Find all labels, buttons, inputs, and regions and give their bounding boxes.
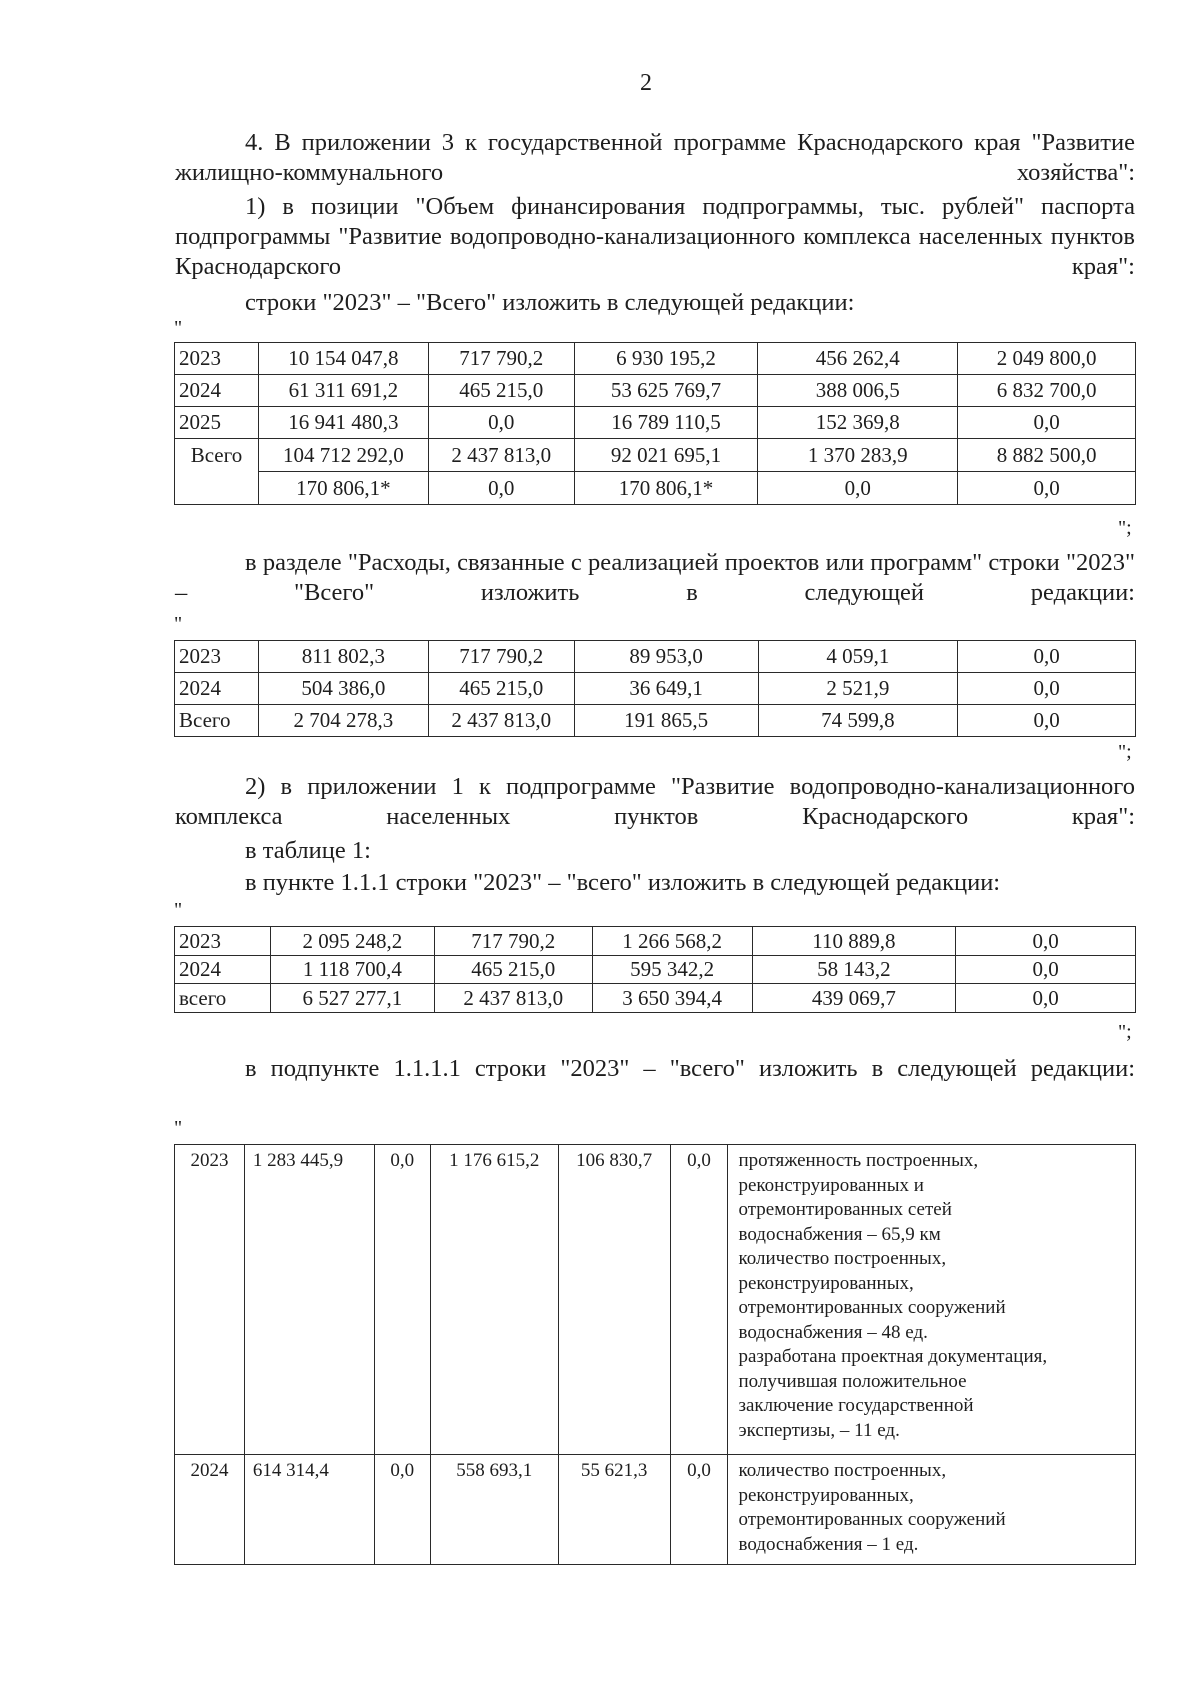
table-row: [175, 407, 1136, 439]
table-cell: 6 527 277,1: [270, 984, 434, 1013]
indicator-line: реконструированных и: [738, 1174, 924, 1196]
table-cell: 465 215,0: [428, 673, 574, 705]
table-cell: 465 215,0: [434, 956, 592, 984]
table-cell: 0,0: [958, 407, 1136, 439]
indicator-line: водоснабжения – 65,9 км: [738, 1223, 941, 1245]
close-quote-3: ";: [1118, 1021, 1132, 1043]
table-cell: 89 953,0: [574, 641, 758, 673]
table-cell: 717 790,2: [428, 641, 574, 673]
table-cell: 504 386,0: [258, 673, 428, 705]
table-row: [175, 343, 1136, 375]
table-cell-indicators: [728, 1145, 1136, 1455]
close-quote-2: ";: [1118, 741, 1132, 763]
table-cell: 2 437 813,0: [428, 439, 574, 472]
indicator-line: отремонтированных сетей: [738, 1199, 952, 1220]
table-cell: 4 059,1: [758, 641, 958, 673]
table-cell: 0,0: [958, 472, 1136, 505]
table-cell: 0,0: [374, 1455, 430, 1565]
open-quote-3: ": [174, 899, 183, 921]
indicator-line: экспертизы, – 11 ед.: [738, 1419, 900, 1441]
table-cell: 58 143,2: [752, 956, 956, 984]
table-cell: 53 625 769,7: [574, 375, 758, 407]
table-cell: 2 095 248,2: [270, 927, 434, 956]
table-row: [175, 673, 1136, 705]
table-cell: 2023: [175, 927, 271, 956]
table-row: [175, 375, 1136, 407]
table-cell: 0,0: [958, 705, 1136, 737]
table-cell: 2 049 800,0: [958, 343, 1136, 375]
table-row: [175, 1455, 1136, 1565]
table-cell: 61 311 691,2: [258, 375, 428, 407]
open-quote-4: ": [174, 1117, 183, 1139]
table-cell: 811 802,3: [258, 641, 428, 673]
paragraph-expenses-section: в разделе "Расходы, связанные с реализацией проектов или программ" строки "2023" – "Всего" изложить в следующей редакции:: [175, 549, 1135, 606]
table-cell: 152 369,8: [758, 407, 958, 439]
table-cell: 0,0: [958, 673, 1136, 705]
table-cell: 170 806,1*: [574, 472, 758, 505]
table-cell: 0,0: [956, 927, 1136, 956]
indicator-line: водоснабжения – 48 ед.: [738, 1321, 928, 1343]
table-cell: 1 283 445,9: [244, 1145, 374, 1455]
table-cell: 8 882 500,0: [958, 439, 1136, 472]
table-row: [175, 956, 1136, 984]
table-row: [175, 1145, 1136, 1455]
table-cell: 0,0: [670, 1455, 728, 1565]
table-cell: 465 215,0: [428, 375, 574, 407]
table-cell: 0,0: [958, 641, 1136, 673]
table-cell: 0,0: [670, 1145, 728, 1455]
indicator-line: водоснабжения – 1 ед.: [738, 1533, 919, 1555]
table-cell: 74 599,8: [758, 705, 958, 737]
indicator-line: количество построенных,: [738, 1460, 947, 1481]
table-cell: 2024: [175, 956, 271, 984]
table-cell: 6 930 195,2: [574, 343, 758, 375]
table-cell: 6 832 700,0: [958, 375, 1136, 407]
table-cell: 0,0: [374, 1145, 430, 1455]
table-cell: 595 342,2: [592, 956, 752, 984]
indicator-line: разработана проектная документация,: [738, 1346, 1048, 1367]
table-cell: 1 266 568,2: [592, 927, 752, 956]
table-cell: 439 069,7: [752, 984, 956, 1013]
paragraph-subitem-2: 2) в приложении 1 к подпрограмме "Развитие водопроводно-канализационного комплекса населенных пунктов Краснодарского края":: [175, 773, 1135, 830]
paragraph-table-1: в таблице 1:: [245, 837, 371, 864]
indicator-line: реконструированных,: [738, 1484, 914, 1506]
table-row: [175, 984, 1136, 1013]
table-cell: 55 621,3: [558, 1455, 670, 1565]
table-cell: 1 370 283,9: [758, 439, 958, 472]
table-cell: 2024: [175, 375, 259, 407]
table-cell: 16 789 110,5: [574, 407, 758, 439]
table-cell: 558 693,1: [430, 1455, 558, 1565]
indicator-line: протяженность построенных,: [738, 1150, 979, 1171]
table-row: [175, 439, 1136, 472]
page-number: 2: [640, 70, 652, 96]
close-quote-1: ";: [1118, 517, 1132, 539]
indicator-line: отремонтированных сооружений: [738, 1297, 1006, 1318]
table-cell: 2 704 278,3: [258, 705, 428, 737]
table-cell: 2025: [175, 407, 259, 439]
table-cell: 92 021 695,1: [574, 439, 758, 472]
table-cell: 2 437 813,0: [428, 705, 574, 737]
table-row: [175, 641, 1136, 673]
table-row: [175, 472, 1136, 505]
table-cell: 2023: [175, 343, 259, 375]
paragraph-point-1-1-1: в пункте 1.1.1 строки "2023" – "всего" изложить в следующей редакции:: [245, 869, 1001, 896]
table-project-expenses: [174, 640, 1136, 737]
indicator-line: количество построенных,: [738, 1248, 947, 1269]
table-cell: 3 650 394,4: [592, 984, 752, 1013]
table-cell: Всего: [175, 705, 259, 737]
indicator-line: отремонтированных сооружений: [738, 1509, 1006, 1530]
table-cell: 0,0: [428, 407, 574, 439]
table-row: [175, 927, 1136, 956]
table-cell-total-label: Всего: [175, 439, 259, 505]
table-cell: 717 790,2: [428, 343, 574, 375]
table-cell: 2 521,9: [758, 673, 958, 705]
indicator-line: получившая положительное: [738, 1370, 967, 1392]
table-cell: 110 889,8: [752, 927, 956, 956]
paragraph-subpoint-1-1-1-1: в подпункте 1.1.1.1 строки "2023" – "всего" изложить в следующей редакции:: [245, 1055, 1135, 1082]
table-row: [175, 705, 1136, 737]
table-cell: 2 437 813,0: [434, 984, 592, 1013]
table-cell: 2023: [175, 641, 259, 673]
table-cell: 16 941 480,3: [258, 407, 428, 439]
table-cell: 2024: [175, 1455, 245, 1565]
table-subpoint-1-1-1-1: [174, 1144, 1136, 1565]
table-cell: 10 154 047,8: [258, 343, 428, 375]
table-cell: 1 176 615,2: [430, 1145, 558, 1455]
table-cell: 2023: [175, 1145, 245, 1455]
indicator-line: реконструированных,: [738, 1272, 914, 1294]
table-cell: 717 790,2: [434, 927, 592, 956]
table-cell: 0,0: [956, 984, 1136, 1013]
paragraph-subitem-1: 1) в позиции "Объем финансирования подпрограммы, тыс. рублей" паспорта подпрограммы "Развитие водопроводно-канализационного комплекса населенных пунктов Краснодарского края":: [175, 193, 1135, 280]
table-financing-passport: [174, 342, 1136, 505]
table-cell: 0,0: [428, 472, 574, 505]
table-cell: 170 806,1*: [258, 472, 428, 505]
open-quote-2: ": [174, 613, 183, 635]
table-cell: 191 865,5: [574, 705, 758, 737]
paragraph-item-4: 4. В приложении 3 к государственной программе Краснодарского края "Развитие жилищно-коммунального хозяйства":: [175, 129, 1135, 186]
table-cell: 106 830,7: [558, 1145, 670, 1455]
table-cell: 36 649,1: [574, 673, 758, 705]
table-cell-indicators: [728, 1455, 1136, 1565]
table-cell: 0,0: [758, 472, 958, 505]
table-cell: 388 006,5: [758, 375, 958, 407]
open-quote-1: ": [174, 317, 183, 339]
table-cell: 0,0: [956, 956, 1136, 984]
paragraph-rows-table1: строки "2023" – "Всего" изложить в следующей редакции:: [245, 289, 855, 316]
table-cell: всего: [175, 984, 271, 1013]
table-cell: 104 712 292,0: [258, 439, 428, 472]
table-cell: 456 262,4: [758, 343, 958, 375]
table-cell: 1 118 700,4: [270, 956, 434, 984]
table-cell: 2024: [175, 673, 259, 705]
indicator-line: заключение государственной: [738, 1395, 974, 1416]
table-point-1-1-1: [174, 926, 1136, 1013]
table-cell: 614 314,4: [244, 1455, 374, 1565]
